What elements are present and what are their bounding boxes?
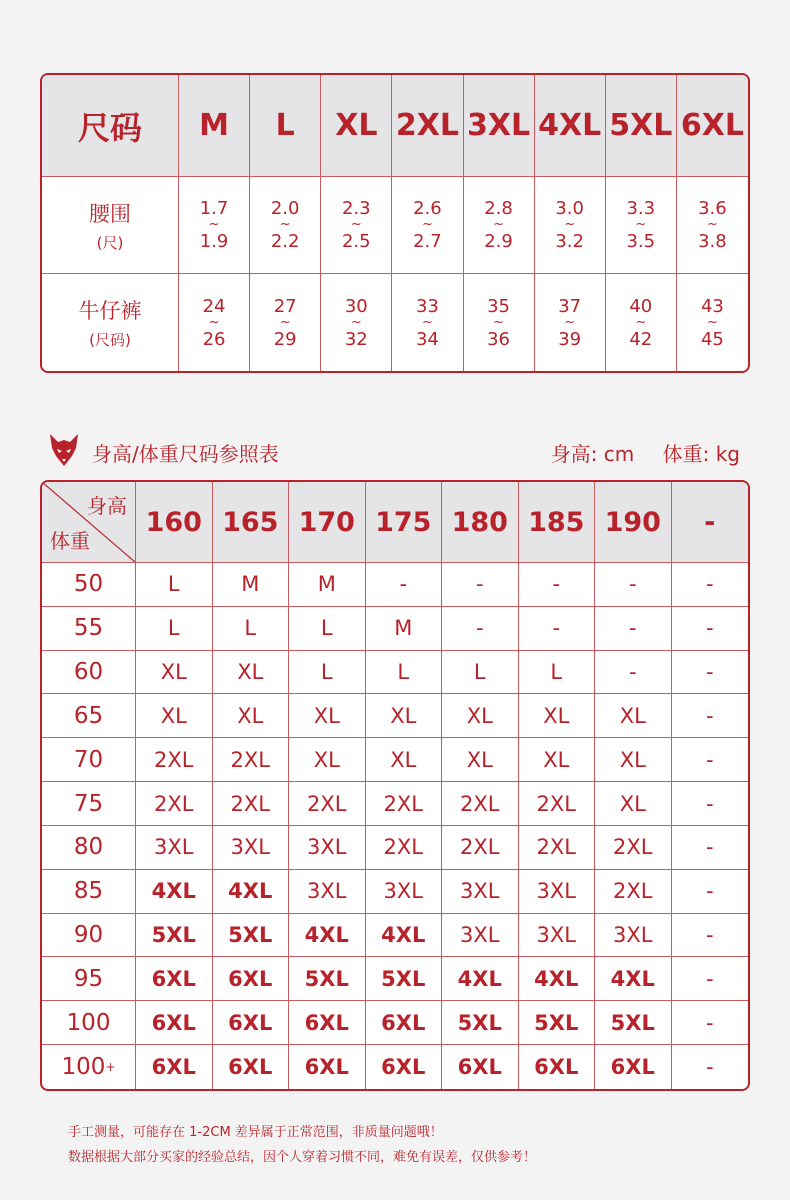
range-cell xyxy=(464,177,535,274)
size-cell: XL xyxy=(519,694,596,738)
weight-unit: 体重: kg xyxy=(662,442,740,466)
size-cell: L xyxy=(366,651,443,695)
size-cell: 5XL xyxy=(442,1001,519,1045)
height-header: 165 xyxy=(213,482,290,563)
range-min: 3.0 xyxy=(555,198,584,219)
size-header-4xl: 4XL xyxy=(535,75,606,177)
size-cell: 2XL xyxy=(136,782,213,826)
range-max: 26 xyxy=(202,328,226,350)
weight-label xyxy=(42,563,136,607)
range-max: 2.9 xyxy=(484,231,513,252)
size-cell: L xyxy=(519,651,596,695)
size-cell: 2XL xyxy=(442,782,519,826)
size-cell: 4XL xyxy=(442,957,519,1001)
range-min: 2.8 xyxy=(484,198,513,219)
size-cell: L xyxy=(442,651,519,695)
size-cell: M xyxy=(366,607,443,651)
size-cell: - xyxy=(595,607,672,651)
row-label xyxy=(42,274,179,371)
size-cell: 2XL xyxy=(366,826,443,870)
range-min: 2.6 xyxy=(413,198,442,219)
range-separator: ~ xyxy=(564,217,576,232)
size-cell: - xyxy=(442,563,519,607)
size-header-corner: 尺码 xyxy=(42,75,179,177)
range-cell xyxy=(321,274,392,371)
size-cell: XL xyxy=(213,651,290,695)
weight-value: 75 xyxy=(73,790,104,817)
range-max: 2.7 xyxy=(413,231,442,252)
height-weight-corner xyxy=(42,482,136,563)
size-cell: 6XL xyxy=(442,1045,519,1089)
range-cell xyxy=(535,177,606,274)
row-label-unit: (尺) xyxy=(96,233,124,252)
size-header-m: M xyxy=(179,75,250,177)
size-cell: 6XL xyxy=(213,957,290,1001)
size-cell: XL xyxy=(595,782,672,826)
height-header: 190 xyxy=(595,482,672,563)
size-cell: 4XL xyxy=(289,914,366,958)
size-cell: - xyxy=(672,694,749,738)
size-cell: 6XL xyxy=(519,1045,596,1089)
range-max: 36 xyxy=(487,328,511,350)
size-cell: 3XL xyxy=(366,870,443,914)
size-cell: - xyxy=(519,563,596,607)
range-cell xyxy=(606,274,677,371)
size-cell: 6XL xyxy=(136,1045,213,1089)
size-cell: 4XL xyxy=(519,957,596,1001)
size-cell: 6XL xyxy=(213,1001,290,1045)
range-cell xyxy=(321,177,392,274)
weight-label xyxy=(42,1001,136,1045)
size-cell: 6XL xyxy=(136,1001,213,1045)
size-cell: 3XL xyxy=(136,826,213,870)
size-cell: - xyxy=(672,607,749,651)
size-cell: - xyxy=(672,782,749,826)
height-header: 180 xyxy=(442,482,519,563)
size-cell: - xyxy=(442,607,519,651)
size-cell: XL xyxy=(289,694,366,738)
weight-value: 100 xyxy=(66,1009,111,1036)
size-cell: 6XL xyxy=(213,1045,290,1089)
range-cell xyxy=(392,274,463,371)
range-max: 3.5 xyxy=(626,231,656,252)
size-cell: 2XL xyxy=(136,738,213,782)
height-header: 160 xyxy=(136,482,213,563)
size-cell: - xyxy=(672,870,749,914)
range-max: 32 xyxy=(344,328,368,350)
row-label-unit: (尺码) xyxy=(89,331,131,349)
height-unit: 身高: cm xyxy=(550,442,635,466)
range-max: 1.9 xyxy=(199,231,229,252)
range-min: 2.0 xyxy=(270,198,300,219)
size-cell: - xyxy=(595,651,672,695)
range-separator: ~ xyxy=(421,314,433,330)
height-header: - xyxy=(672,482,749,563)
note-line: 数据根据大部分买家的经验总结，因个人穿着习惯不同，难免有误差，仅供参考！ xyxy=(68,1150,537,1165)
size-chart-header xyxy=(48,432,740,472)
range-cell xyxy=(250,177,321,274)
size-cell: 2XL xyxy=(366,782,443,826)
size-header-6xl: 6XL xyxy=(677,75,748,177)
weight-value: 85 xyxy=(73,878,104,905)
weight-label xyxy=(42,651,136,695)
size-cell: - xyxy=(672,1001,749,1045)
size-cell: XL xyxy=(136,651,213,695)
size-cell: 6XL xyxy=(136,957,213,1001)
size-header-3xl: 3XL xyxy=(464,75,535,177)
range-min: 30 xyxy=(344,295,368,317)
range-separator: ~ xyxy=(279,314,291,330)
size-cell: 3XL xyxy=(519,914,596,958)
range-min: 2.3 xyxy=(341,198,371,219)
range-cell xyxy=(464,274,535,371)
size-cell: XL xyxy=(366,694,443,738)
size-cell: 4XL xyxy=(366,914,443,958)
size-cell: 3XL xyxy=(289,826,366,870)
range-separator: ~ xyxy=(635,314,647,330)
unit-legend xyxy=(529,438,740,467)
size-cell: 5XL xyxy=(136,914,213,958)
size-cell: XL xyxy=(213,694,290,738)
corner-height-label: 身高 xyxy=(87,494,127,518)
size-cell: L xyxy=(289,607,366,651)
size-cell: - xyxy=(705,1055,714,1080)
range-separator: ~ xyxy=(350,217,362,232)
height-header: 185 xyxy=(519,482,596,563)
range-min: 40 xyxy=(629,295,653,317)
size-chart-title: 身高/体重尺码参照表 xyxy=(92,442,279,466)
range-max: 2.5 xyxy=(341,231,371,252)
range-separator: ~ xyxy=(493,217,505,232)
size-cell: 5XL xyxy=(213,914,290,958)
weight-value: 100 xyxy=(61,1054,106,1081)
weight-value: 65 xyxy=(73,702,104,729)
size-cell: 2XL xyxy=(595,870,672,914)
size-cell: - xyxy=(672,826,749,870)
size-cell: - xyxy=(672,914,749,958)
range-min: 3.6 xyxy=(698,198,727,219)
size-cell: 3XL xyxy=(519,870,596,914)
weight-value: 50 xyxy=(73,571,104,598)
size-cell: - xyxy=(672,651,749,695)
weight-label xyxy=(42,870,136,914)
weight-value: 80 xyxy=(73,834,104,861)
range-separator: ~ xyxy=(208,314,220,330)
size-cell: 6XL xyxy=(289,1001,366,1045)
size-cell: 3XL xyxy=(595,914,672,958)
range-min: 27 xyxy=(273,295,297,317)
row-label-main: 腰围 xyxy=(89,201,131,226)
range-min: 37 xyxy=(558,295,582,317)
range-cell xyxy=(677,274,748,371)
range-min: 3.3 xyxy=(626,198,656,219)
size-header-l: L xyxy=(250,75,321,177)
range-min: 43 xyxy=(700,295,724,317)
corner-weight-label: 体重 xyxy=(50,529,90,553)
range-min: 35 xyxy=(487,295,511,317)
range-separator: ~ xyxy=(350,314,362,330)
size-cell: 6XL xyxy=(289,1045,366,1089)
size-cell: 5XL xyxy=(519,1001,596,1045)
size-cell: 6XL xyxy=(366,1001,443,1045)
size-cell: 5XL xyxy=(595,1001,672,1045)
size-cell: XL xyxy=(595,694,672,738)
range-cell xyxy=(677,177,748,274)
size-cell: 5XL xyxy=(289,957,366,1001)
note-line: 手工测量，可能存在 1-2CM 差异属于正常范围，非质量问题哦！ xyxy=(68,1125,443,1140)
weight-label xyxy=(42,1045,136,1089)
size-cell: - xyxy=(672,738,749,782)
weight-label xyxy=(42,782,136,826)
size-cell: XL xyxy=(519,738,596,782)
range-min: 24 xyxy=(202,295,226,317)
weight-label xyxy=(42,914,136,958)
weight-label xyxy=(42,957,136,1001)
size-cell: L xyxy=(136,607,213,651)
range-max: 45 xyxy=(700,328,724,350)
range-cell xyxy=(179,274,250,371)
size-cell: M xyxy=(213,563,290,607)
size-cell: - xyxy=(519,607,596,651)
size-cell: 2XL xyxy=(519,826,596,870)
size-cell: - xyxy=(672,957,749,1001)
size-cell: 2XL xyxy=(289,782,366,826)
wolf-head-icon xyxy=(48,432,80,468)
size-header-2xl: 2XL xyxy=(392,75,463,177)
weight-value: 90 xyxy=(73,922,104,949)
range-separator: ~ xyxy=(279,217,291,232)
size-header-xl: XL xyxy=(321,75,392,177)
size-cell: - xyxy=(595,563,672,607)
size-cell: 4XL xyxy=(595,957,672,1001)
size-cell: 3XL xyxy=(442,870,519,914)
size-cell: XL xyxy=(442,738,519,782)
height-header: 175 xyxy=(366,482,443,563)
size-cell: M xyxy=(289,563,366,607)
range-min: 33 xyxy=(415,295,439,317)
size-cell: 6XL xyxy=(366,1045,443,1089)
range-max: 3.2 xyxy=(555,231,584,252)
range-cell xyxy=(392,177,463,274)
weight-label xyxy=(42,694,136,738)
range-separator: ~ xyxy=(421,217,433,232)
weight-value: 70 xyxy=(73,746,104,773)
size-cell: XL xyxy=(595,738,672,782)
weight-label xyxy=(42,607,136,651)
size-cell: 2XL xyxy=(213,782,290,826)
height-header: 170 xyxy=(289,482,366,563)
size-cell: 2XL xyxy=(213,738,290,782)
range-max: 42 xyxy=(629,328,653,350)
waist-size-table xyxy=(40,73,750,373)
range-separator: ~ xyxy=(208,217,220,232)
size-cell: 2XL xyxy=(519,782,596,826)
weight-label xyxy=(42,826,136,870)
range-min: 1.7 xyxy=(199,198,229,219)
size-cell: L xyxy=(136,563,213,607)
size-cell: 4XL xyxy=(136,870,213,914)
size-cell: 4XL xyxy=(213,870,290,914)
range-separator: ~ xyxy=(706,217,718,232)
size-cell: 6XL xyxy=(595,1045,672,1089)
range-max: 39 xyxy=(558,328,582,350)
range-cell xyxy=(606,177,677,274)
range-max: 34 xyxy=(415,328,439,350)
size-cell: XL xyxy=(136,694,213,738)
size-cell: XL xyxy=(289,738,366,782)
size-cell: L xyxy=(213,607,290,651)
range-separator: ~ xyxy=(564,314,576,330)
footnotes xyxy=(68,1120,536,1170)
range-max: 2.2 xyxy=(270,231,300,252)
size-cell: - xyxy=(366,563,443,607)
size-header-5xl: 5XL xyxy=(606,75,677,177)
row-label xyxy=(42,177,179,274)
row-label-main: 牛仔裤 xyxy=(78,299,142,323)
size-cell: 5XL xyxy=(366,957,443,1001)
weight-plus: + xyxy=(105,1060,116,1075)
weight-value: 55 xyxy=(73,615,104,642)
size-cell: 3XL xyxy=(442,914,519,958)
range-max: 3.8 xyxy=(698,231,727,252)
size-cell: L xyxy=(289,651,366,695)
range-cell xyxy=(535,274,606,371)
size-cell: 3XL xyxy=(289,870,366,914)
range-separator: ~ xyxy=(706,314,718,330)
range-cell xyxy=(179,177,250,274)
size-cell: XL xyxy=(442,694,519,738)
size-cell: 2XL xyxy=(442,826,519,870)
range-separator: ~ xyxy=(493,314,505,330)
range-max: 29 xyxy=(273,328,297,350)
weight-label xyxy=(42,738,136,782)
size-cell: - xyxy=(672,563,749,607)
size-cell: 3XL xyxy=(213,826,290,870)
size-cell: XL xyxy=(366,738,443,782)
weight-value: 60 xyxy=(73,659,104,686)
height-weight-size-table xyxy=(40,480,750,1091)
range-separator: ~ xyxy=(635,217,647,232)
weight-value: 95 xyxy=(73,965,104,992)
range-cell xyxy=(250,274,321,371)
size-cell: 2XL xyxy=(595,826,672,870)
